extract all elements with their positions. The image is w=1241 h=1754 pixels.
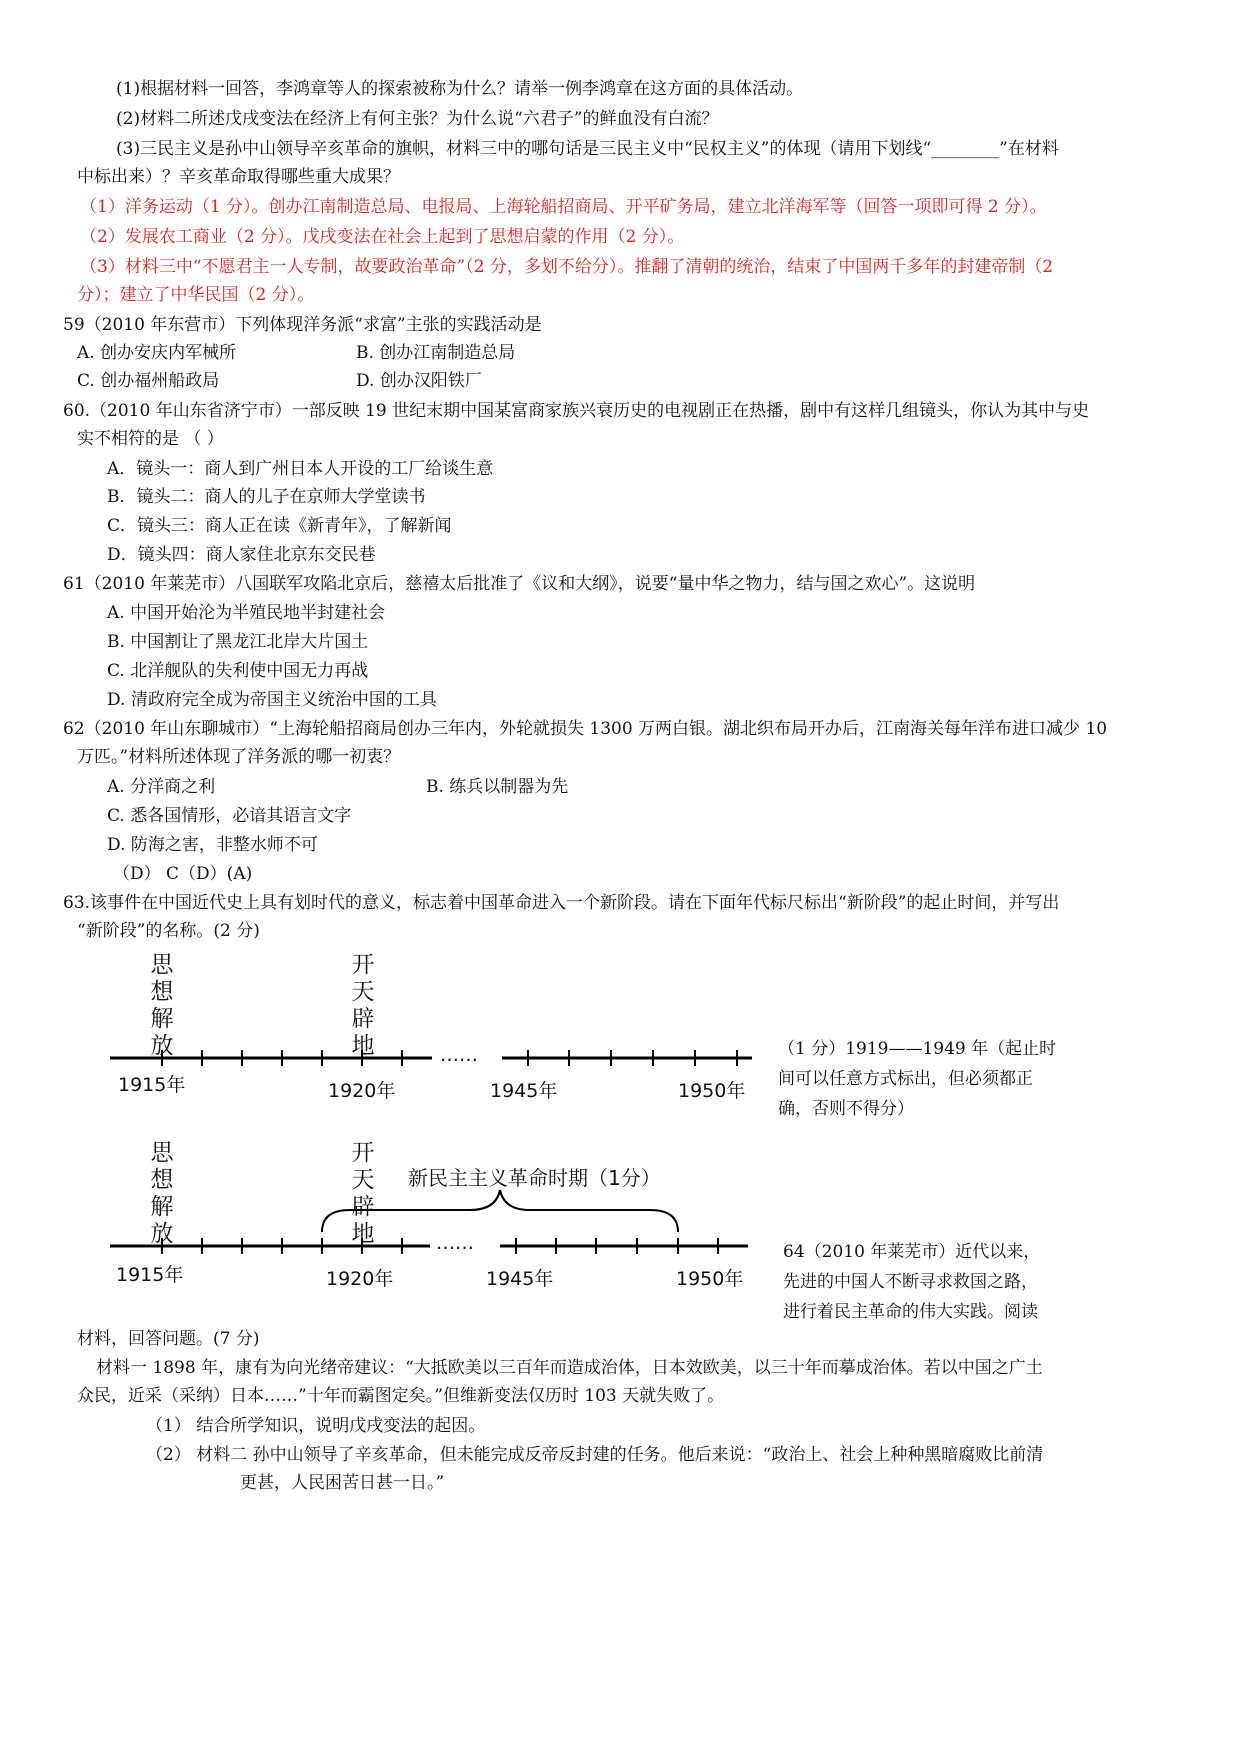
question-2: (2)材料二所述戊戌变法在经济上有何主张？为什么说“六君子”的鲜血没有白流？ (116, 109, 719, 129)
q61-option-d: D. 清政府完全成为帝国主义统治中国的工具 (107, 690, 437, 710)
answer-3-line2: 分）；建立了中华民国（2 分）。 (77, 285, 315, 305)
q61-option-a: A. 中国开始沦为半殖民地半封建社会 (107, 603, 386, 623)
timeline-2-period-label: 新民主主义革命时期（1分） (408, 1166, 661, 1190)
timeline-1-label-kaitian: 开天辟地 (351, 952, 375, 1059)
q64-stem-line2: 先进的中国人不断寻求救国之路， (783, 1272, 1038, 1292)
q60-option-c: C．镜头三：商人正在读《新青年》，了解新闻 (107, 516, 452, 536)
q64-stem-line3: 进行着民主革命的伟大实践。阅读 (783, 1302, 1038, 1322)
q64-material1-line1: 材料一 1898 年，康有为向光绪帝建议：“大抵欧美以三百年而造成治体，日本效欧美，以三十年而摹成治体。若以中国之广土 (96, 1358, 1043, 1378)
answer-3-line1: （3）材料三中“不愿君主一人专制，故要政治革命”（2 分，多划不给分）。推翻了清朝的统治，结束了中国两千多年的封建帝制（2 (80, 257, 1054, 277)
q63-note-line1: （1 分）1919——1949 年（起止时 (778, 1039, 1057, 1059)
q60-option-b: B．镜头二：商人的儿子在京师大学堂读书 (107, 487, 426, 507)
timeline-2-year-1950: 1950年 (676, 1268, 744, 1290)
q59-option-a: A. 创办安庆内军械所 (77, 343, 237, 363)
q63-note-line2: 间可以任意方式标出，但必须都正 (778, 1069, 1033, 1089)
timeline-1-year-1920: 1920年 (328, 1080, 396, 1102)
timeline-1-year-1915: 1915年 (118, 1074, 186, 1096)
q64-material1-line2: 众民，近采（采纳）日本……”十年而霸图定矣。”但维新变法仅历时 103 天就失败了。 (77, 1386, 725, 1406)
timeline-1-year-1950: 1950年 (678, 1080, 746, 1102)
q61-option-c: C. 北洋舰队的失利使中国无力再战 (107, 661, 369, 681)
question-1: (1)根据材料一回答，李鸿章等人的探索被称为什么？请举一例李鸿章在这方面的具体活动。 (116, 79, 804, 99)
q59-stem: 59（2010 年东营市）下列体现洋务派“求富”主张的实践活动是 (63, 315, 542, 335)
q62-option-c: C. 悉各国情形，必谙其语言文字 (107, 806, 352, 826)
q60-stem-line1: 60.（2010 年山东省济宁市）一部反映 19 世纪末期中国某富商家族兴衰历史的电视剧正在热播，剧中有这样几组镜头，你认为其中与史 (63, 401, 1090, 421)
q63-note-line3: 确，否则不得分） (778, 1099, 914, 1119)
timeline-2-label-sixiang: 思想解放 (150, 1140, 174, 1247)
timeline-2-year-1945: 1945年 (486, 1268, 554, 1290)
timeline-2-dots: …… (436, 1232, 474, 1254)
q62-option-a: A. 分洋商之利 (107, 777, 216, 797)
q62-stem-line2: 万匹。”材料所述体现了洋务派的哪一初衷？ (77, 747, 401, 767)
question-3-line1: (3)三民主义是孙中山领导辛亥革命的旗帜，材料三中的哪句话是三民主义中“民权主义”的体现（请用下划线“________”在材料 (116, 139, 1059, 159)
q64-stem-line1: 64（2010 年莱芜市）近代以来， (783, 1242, 1041, 1262)
q60-option-d: D．镜头四：商人家住北京东交民巷 (107, 545, 376, 565)
q62-option-b: B. 练兵以制器为先 (426, 777, 569, 797)
q64-sub2: （2） 材料二 孙中山领导了辛亥革命，但未能完成反帝反封建的任务。他后来说：“政治上、社会上种种黑暗腐败比前清 (146, 1445, 1044, 1465)
q59-option-c: C. 创办福州船政局 (77, 371, 220, 391)
q61-option-b: B. 中国割让了黑龙江北岸大片国土 (107, 632, 369, 652)
timeline-2-year-1920: 1920年 (326, 1268, 394, 1290)
q64-sub1: （1） 结合所学知识，说明戊戌变法的起因。 (146, 1416, 486, 1436)
timeline-1-label-sixiang: 思想解放 (150, 952, 174, 1059)
q59-option-b: B. 创办江南制造总局 (356, 343, 516, 363)
q62-stem-line1: 62（2010 年山东聊城市）“上海轮船招商局创办三年内，外轮就损失 1300 万两白银。湖北织布局开办后，江南海关每年洋布进口减少 10 (63, 719, 1108, 739)
q63-stem-line1: 63.该事件在中国近代史上具有划时代的意义，标志着中国革命进入一个新阶段。请在下面年代标尺标出“新阶段”的起止时间，并写出 (63, 893, 1060, 913)
timeline-1-year-1945: 1945年 (490, 1080, 558, 1102)
q60-stem-line2: 实不相符的是 （ ） (77, 429, 224, 449)
answer-1: （1）洋务运动（1 分）。创办江南制造总局、电报局、上海轮船招商局、开平矿务局，建立北洋海军等（回答一项即可得 2 分）。 (80, 197, 1047, 217)
q63-stem-line2: “新阶段”的名称。(2 分) (77, 921, 260, 941)
timeline-2-label-kaitian: 开天辟地 (351, 1140, 375, 1247)
q61-stem: 61（2010 年莱芜市）八国联军攻陷北京后，慈禧太后批准了《议和大纲》，说要“量中华之物力，结与国之欢心”。这说明 (63, 574, 976, 594)
timeline-1-dots: …… (440, 1044, 478, 1066)
timeline-2-year-1915: 1915年 (116, 1264, 184, 1286)
q64-sub2-line2: 更甚，人民困苦日甚一日。” (240, 1473, 445, 1493)
period-brace (322, 1190, 678, 1232)
q64-stem-cont: 材料，回答问题。(7 分) (77, 1329, 260, 1349)
q62-option-d: D. 防海之害，非整水师不可 (107, 835, 318, 855)
question-3-line2: 中标出来）？辛亥革命取得哪些重大成果？ (77, 167, 400, 187)
q62-answers: （D） C（D）(A) (113, 864, 253, 884)
q60-option-a: A．镜头一：商人到广州日本人开设的工厂给谈生意 (107, 459, 494, 479)
q59-option-d: D. 创办汉阳铁厂 (356, 371, 482, 391)
answer-2: （2）发展农工商业（2 分）。戊戌变法在社会上起到了思想启蒙的作用（2 分）。 (80, 227, 685, 247)
